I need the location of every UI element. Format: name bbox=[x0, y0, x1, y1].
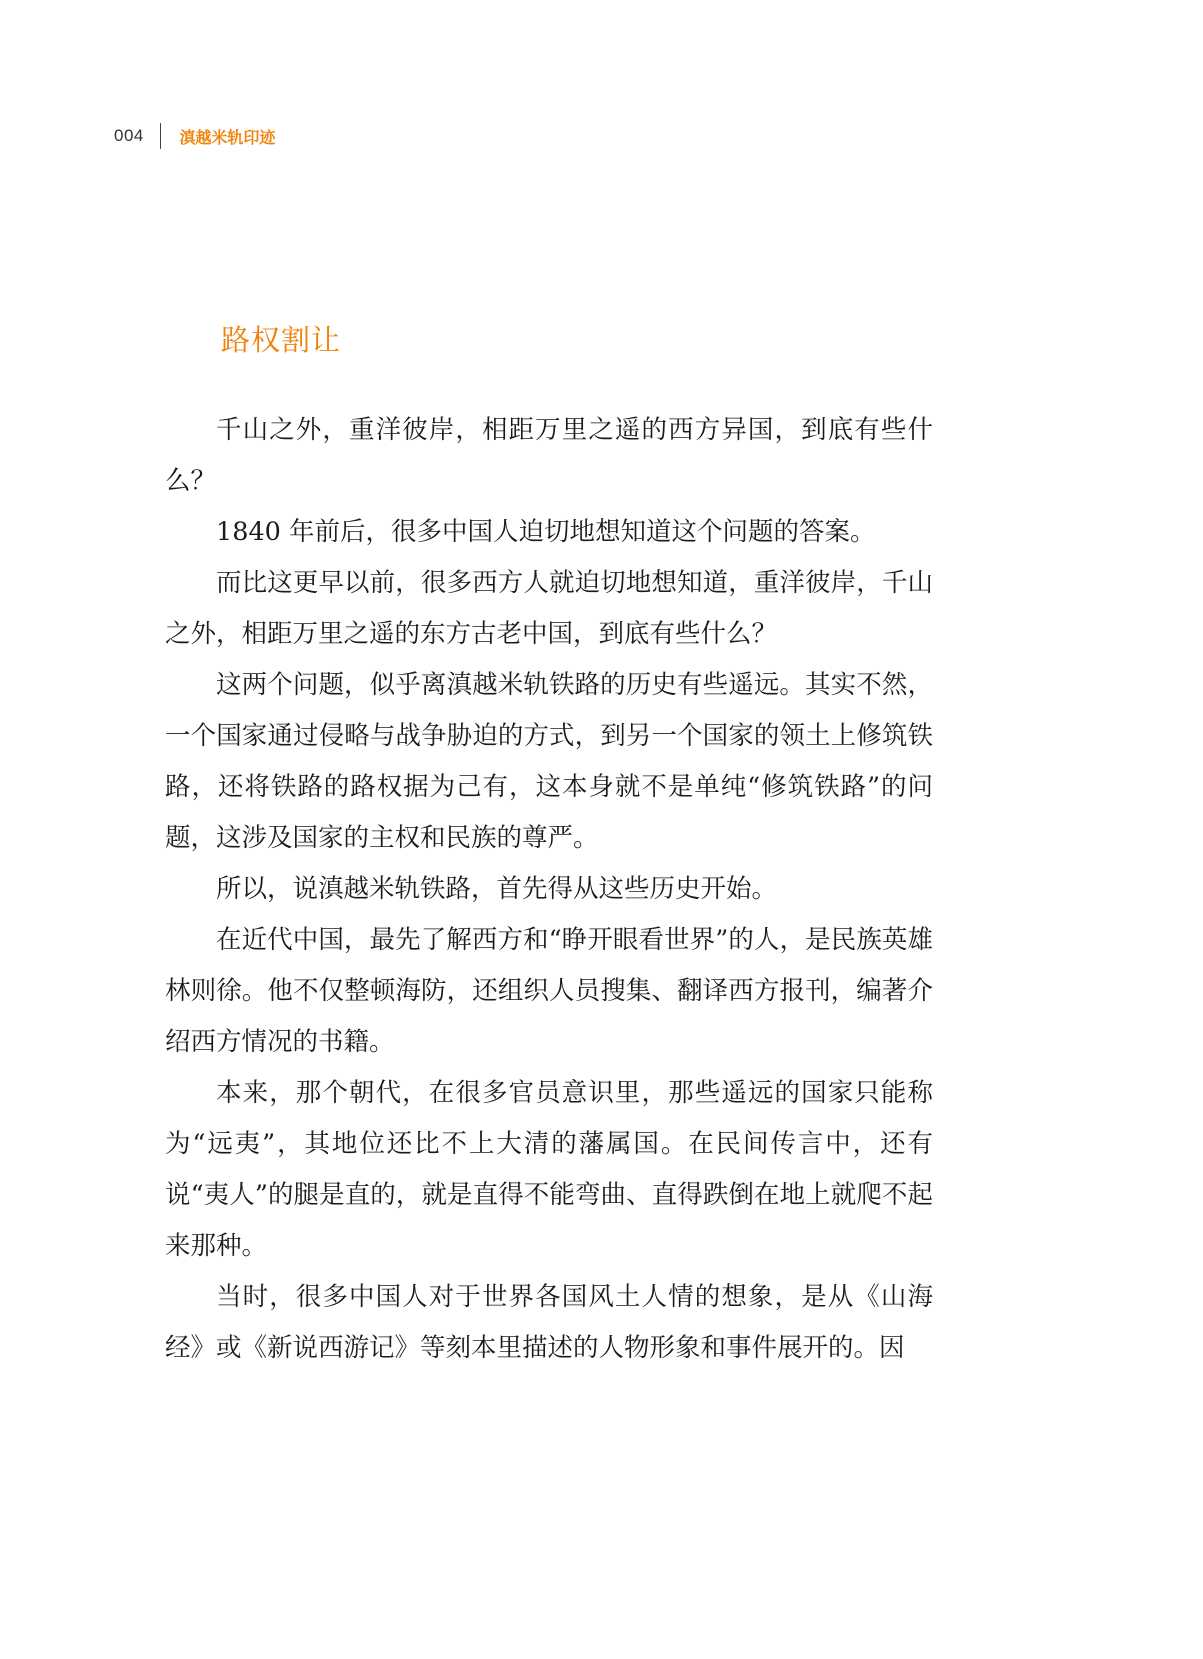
paragraph: 千山之外，重洋彼岸，相距万里之遥的西方异国，到底有些什么？ bbox=[165, 415, 933, 496]
paragraph: 而比这更早以前，很多西方人就迫切地想知道，重洋彼岸，千山之外，相距万里之遥的东方古老中国，到底有些什么？ bbox=[165, 568, 933, 649]
body-text bbox=[165, 405, 933, 1374]
running-header bbox=[114, 121, 275, 151]
paragraph: 本来，那个朝代，在很多官员意识里，那些遥远的国家只能称为“远夷”，其地位还比不上大清的藩属国。在民间传言中，还有说“夷人”的腿是直的，就是直得不能弯曲、直得跌倒在地上就爬不起来那种。 bbox=[165, 1078, 933, 1261]
paragraph: 这两个问题，似乎离滇越米轨铁路的历史有些遥远。其实不然，一个国家通过侵略与战争胁迫的方式，到另一个国家的领土上修筑铁路，还将铁路的路权据为己有，这本身就不是单纯“修筑铁路”的问题，这涉及国家的主权和民族的尊严。 bbox=[165, 670, 933, 853]
book-title: 滇越米轨印迹 bbox=[179, 127, 276, 147]
section-title: 路权割让 bbox=[221, 323, 342, 357]
paragraph: 当时，很多中国人对于世界各国风土人情的想象，是从《山海经》或《新说西游记》等刻本里描述的人物形象和事件展开的。因 bbox=[165, 1282, 933, 1363]
header-divider bbox=[160, 123, 162, 149]
page-number: 004 bbox=[114, 126, 144, 145]
paragraph: 1840 年前后，很多中国人迫切地想知道这个问题的答案。 bbox=[216, 517, 876, 547]
paragraph: 在近代中国，最先了解西方和“睁开眼看世界”的人，是民族英雄林则徐。他不仅整顿海防，还组织人员搜集、翻译西方报刊，编著介绍西方情况的书籍。 bbox=[165, 925, 933, 1057]
paragraph: 所以，说滇越米轨铁路，首先得从这些历史开始。 bbox=[216, 874, 778, 904]
